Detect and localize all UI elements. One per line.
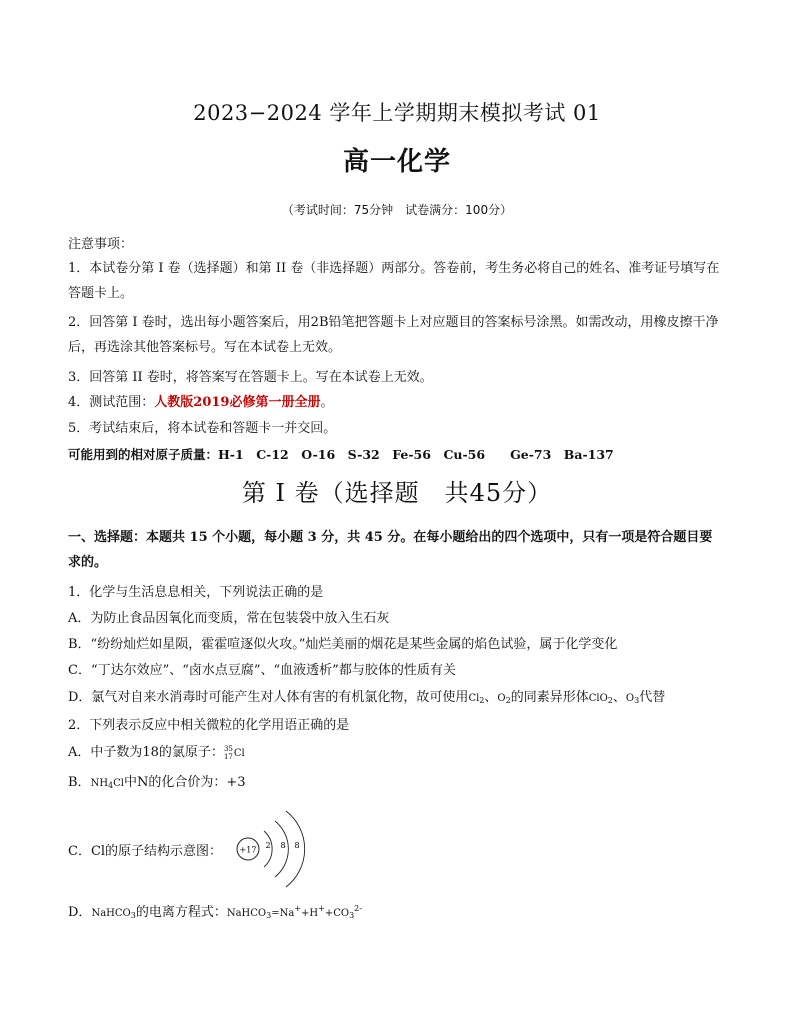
q2-option-c: C．Cl的原子结构示意图： <box>68 844 223 859</box>
q1-d-o3: O <box>625 693 635 704</box>
test-range: 人教版2019必修第一册全册 <box>154 395 321 410</box>
q2-d-text2: 的电离方程式： <box>135 905 227 920</box>
q2-a-nuclide <box>224 745 233 761</box>
q1-d-o-sub: 2 <box>505 696 511 705</box>
section-instruction-text: 一、选择题：本题共 15 个小题，每小题 3 分，共 45 分。在每小题给出的四个选项中，只有一项是符合题目要求的。 <box>68 530 713 570</box>
q2-a-z: 17 <box>223 752 233 761</box>
q2-b-sub: 4 <box>108 781 114 790</box>
q2-d-text1: D． <box>68 905 92 920</box>
atomic-masses: 可能用到的相对原子质量：H-1 C-12 O-16 S-32 Fe-56 Cu-56 Ge-73 Ba-137 <box>68 447 614 462</box>
notes-title: 注意事项： <box>68 237 134 252</box>
q1-d-text1: D．氯气对自来水消毒时可能产生对人体有害的有机氯化物，故可使用 <box>68 690 469 705</box>
q1-d-o3-sub: 3 <box>634 696 640 705</box>
ionization-equation <box>226 904 362 920</box>
q2-a-el: Cl <box>233 748 245 759</box>
q1-option-d <box>68 686 665 705</box>
q1-d-cl-sub: 2 <box>479 696 485 705</box>
q1-option-c: C．“丁达尔效应”、“卤水点豆腐”、“血液透析”都与胶体的性质有关 <box>68 663 456 678</box>
q2-option-d <box>68 901 362 920</box>
chlorine-atom-structure-diagram <box>230 805 310 895</box>
time-info: （考试时间：75分钟 试卷满分：100分） <box>281 203 513 217</box>
eq-h: +H <box>301 908 319 919</box>
q2-a-text: A．中子数为18的氯原子： <box>68 745 224 760</box>
q2-d-formula-sub: 3 <box>130 911 136 920</box>
eq-co: +CO <box>324 908 350 919</box>
note-item-4 <box>68 391 333 410</box>
q2-a-mass: 35 <box>223 744 233 753</box>
q2-b-nh: NH <box>90 778 109 789</box>
q1-d-cl: Cl <box>468 693 480 704</box>
note-item-4-suffix: 。 <box>320 395 334 410</box>
note-item-4-prefix: 4．测试范围： <box>68 395 155 410</box>
q2-b-text1: B． <box>68 775 91 790</box>
q1-d-text3: 代替 <box>639 690 666 705</box>
nucleus-charge: +17 <box>239 845 257 855</box>
section-instruction <box>68 525 718 575</box>
section-title: 第 I 卷（选择题 共45分） <box>241 479 553 507</box>
shell-2-electrons: 8 <box>280 841 286 850</box>
eq-sub-2: 3 <box>349 911 355 920</box>
q1-option-b: B．“纷纷灿烂如星陨，霍霍喧逐似火攻。”灿烂美丽的烟花是某些金属的焰色试验，属于化学变化 <box>68 637 618 652</box>
q1-stem: 1．化学与生活息息相关，下列说法正确的是 <box>68 585 324 600</box>
q1-d-clo: ClO <box>588 693 608 704</box>
q1-d-o: O <box>497 693 506 704</box>
q2-option-a <box>68 741 245 761</box>
note-item-1: 1．本试卷分第 I 卷（选择题）和第 II 卷（非选择题）两部分。答卷前，考生务必将自己的姓名、准考证号填写在答题卡上。 <box>68 261 720 301</box>
q1-d-sep: 、 <box>484 690 498 705</box>
exam-title: 2023−2024 学年上学期期末模拟考试 01 <box>193 101 601 125</box>
subject-title: 高一化学 <box>342 147 451 177</box>
eq-sup-3: 2- <box>354 904 362 913</box>
q2-b-cl: Cl <box>113 778 124 789</box>
q1-d-text2: 的同素异形体 <box>510 690 589 705</box>
eq-sup-1: + <box>294 904 302 913</box>
shell-1-electrons: 2 <box>265 841 271 850</box>
note-item-2: 2．回答第 I 卷时，选出每小题答案后，用2B铅笔把答题卡上对应题目的答案标号涂黑。如需改动，用橡皮擦干净后，再选涂其他答案标号。写在本试卷上无效。 <box>68 315 719 355</box>
shell-3-electrons: 8 <box>294 841 300 850</box>
q1-d-sep2: 、 <box>612 690 626 705</box>
eq-sub-1: 3 <box>266 911 272 920</box>
eq-sup-2: + <box>318 904 325 913</box>
q1-option-a: A．为防止食品因氧化而变质，常在包装袋中放入生石灰 <box>68 611 390 626</box>
note-item-5: 5．考试结束后，将本试卷和答题卡一并交回。 <box>68 421 337 436</box>
q2-d-formula: NaHCO <box>91 908 131 919</box>
q2-stem: 2．下列表示反应中相关微粒的化学用语正确的是 <box>68 718 350 733</box>
q2-b-text2: 中N的化合价为：+3 <box>124 775 246 790</box>
note-item-3: 3．回答第 II 卷时，将答案写在答题卡上。写在本试卷上无效。 <box>68 370 433 385</box>
q2-option-b <box>68 771 246 790</box>
q1-d-clo-sub: 2 <box>607 696 613 705</box>
eq-na: =Na <box>271 908 295 919</box>
eq-nahco: NaHCO <box>226 908 267 919</box>
